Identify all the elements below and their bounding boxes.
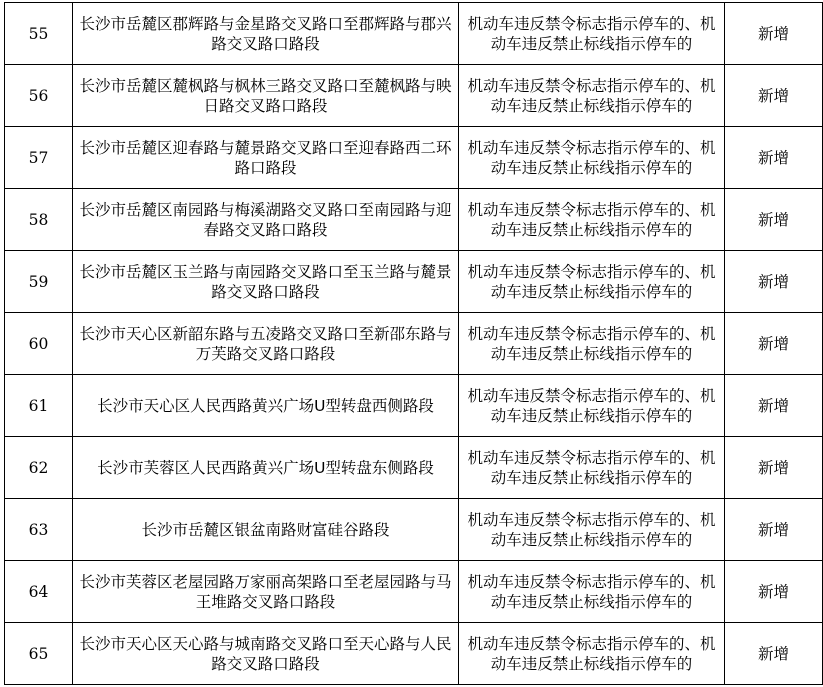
- road-section: 长沙市岳麓区迎春路与麓景路交叉路口至迎春路西二环路口路段: [73, 127, 459, 189]
- table-row: [5, 127, 823, 189]
- table-row: [5, 3, 823, 65]
- road-section: 长沙市天心区天心路与城南路交叉路口至天心路与人民路交叉路口路段: [73, 623, 459, 685]
- table-row: [5, 499, 823, 561]
- row-number: 55: [5, 3, 73, 65]
- table-row: [5, 375, 823, 437]
- road-section: 长沙市岳麓区郡辉路与金星路交叉路口至郡辉路与郡兴路交叉路口路段: [73, 3, 459, 65]
- status-cell: 新增: [725, 127, 823, 189]
- violation-type: 机动车违反禁令标志指示停车的、机动车违反禁止标线指示停车的: [459, 189, 725, 251]
- row-number: 61: [5, 375, 73, 437]
- violation-type: 机动车违反禁令标志指示停车的、机动车违反禁止标线指示停车的: [459, 375, 725, 437]
- violation-type: 机动车违反禁令标志指示停车的、机动车违反禁止标线指示停车的: [459, 127, 725, 189]
- row-number: 57: [5, 127, 73, 189]
- road-section: 长沙市岳麓区银盆南路财富硅谷路段: [73, 499, 459, 561]
- row-number: 58: [5, 189, 73, 251]
- row-number: 65: [5, 623, 73, 685]
- status-cell: 新增: [725, 623, 823, 685]
- status-cell: 新增: [725, 251, 823, 313]
- row-number: 63: [5, 499, 73, 561]
- table-row: [5, 65, 823, 127]
- row-number: 60: [5, 313, 73, 375]
- violation-type: 机动车违反禁令标志指示停车的、机动车违反禁止标线指示停车的: [459, 437, 725, 499]
- road-section: 长沙市岳麓区麓枫路与枫林三路交叉路口至麓枫路与映日路交叉路口路段: [73, 65, 459, 127]
- road-section: 长沙市岳麓区南园路与梅溪湖路交叉路口至南园路与迎春路交叉路口路段: [73, 189, 459, 251]
- status-cell: 新增: [725, 375, 823, 437]
- status-cell: 新增: [725, 189, 823, 251]
- road-section: 长沙市芙蓉区老屋园路万家丽高架路口至老屋园路与马王堆路交叉路口路段: [73, 561, 459, 623]
- violation-type: 机动车违反禁令标志指示停车的、机动车违反禁止标线指示停车的: [459, 561, 725, 623]
- road-section: 长沙市芙蓉区人民西路黄兴广场U型转盘东侧路段: [73, 437, 459, 499]
- table-row: [5, 313, 823, 375]
- road-section: 长沙市天心区人民西路黄兴广场U型转盘西侧路段: [73, 375, 459, 437]
- row-number: 62: [5, 437, 73, 499]
- table-row: [5, 251, 823, 313]
- status-cell: 新增: [725, 65, 823, 127]
- row-number: 59: [5, 251, 73, 313]
- status-cell: 新增: [725, 499, 823, 561]
- violation-type: 机动车违反禁令标志指示停车的、机动车违反禁止标线指示停车的: [459, 499, 725, 561]
- status-cell: 新增: [725, 313, 823, 375]
- table-row: [5, 437, 823, 499]
- row-number: 56: [5, 65, 73, 127]
- status-cell: 新增: [725, 3, 823, 65]
- violation-type: 机动车违反禁令标志指示停车的、机动车违反禁止标线指示停车的: [459, 313, 725, 375]
- table-row: [5, 561, 823, 623]
- status-cell: 新增: [725, 561, 823, 623]
- violation-type: 机动车违反禁令标志指示停车的、机动车违反禁止标线指示停车的: [459, 3, 725, 65]
- table-row: [5, 189, 823, 251]
- row-number: 64: [5, 561, 73, 623]
- violation-type: 机动车违反禁令标志指示停车的、机动车违反禁止标线指示停车的: [459, 65, 725, 127]
- road-section: 长沙市岳麓区玉兰路与南园路交叉路口至玉兰路与麓景路交叉路口路段: [73, 251, 459, 313]
- violation-type: 机动车违反禁令标志指示停车的、机动车违反禁止标线指示停车的: [459, 251, 725, 313]
- violation-locations-table: [4, 2, 823, 685]
- violation-type: 机动车违反禁令标志指示停车的、机动车违反禁止标线指示停车的: [459, 623, 725, 685]
- table-row: [5, 623, 823, 685]
- road-section: 长沙市天心区新韶东路与五凌路交叉路口至新邵东路与万芙路交叉路口路段: [73, 313, 459, 375]
- status-cell: 新增: [725, 437, 823, 499]
